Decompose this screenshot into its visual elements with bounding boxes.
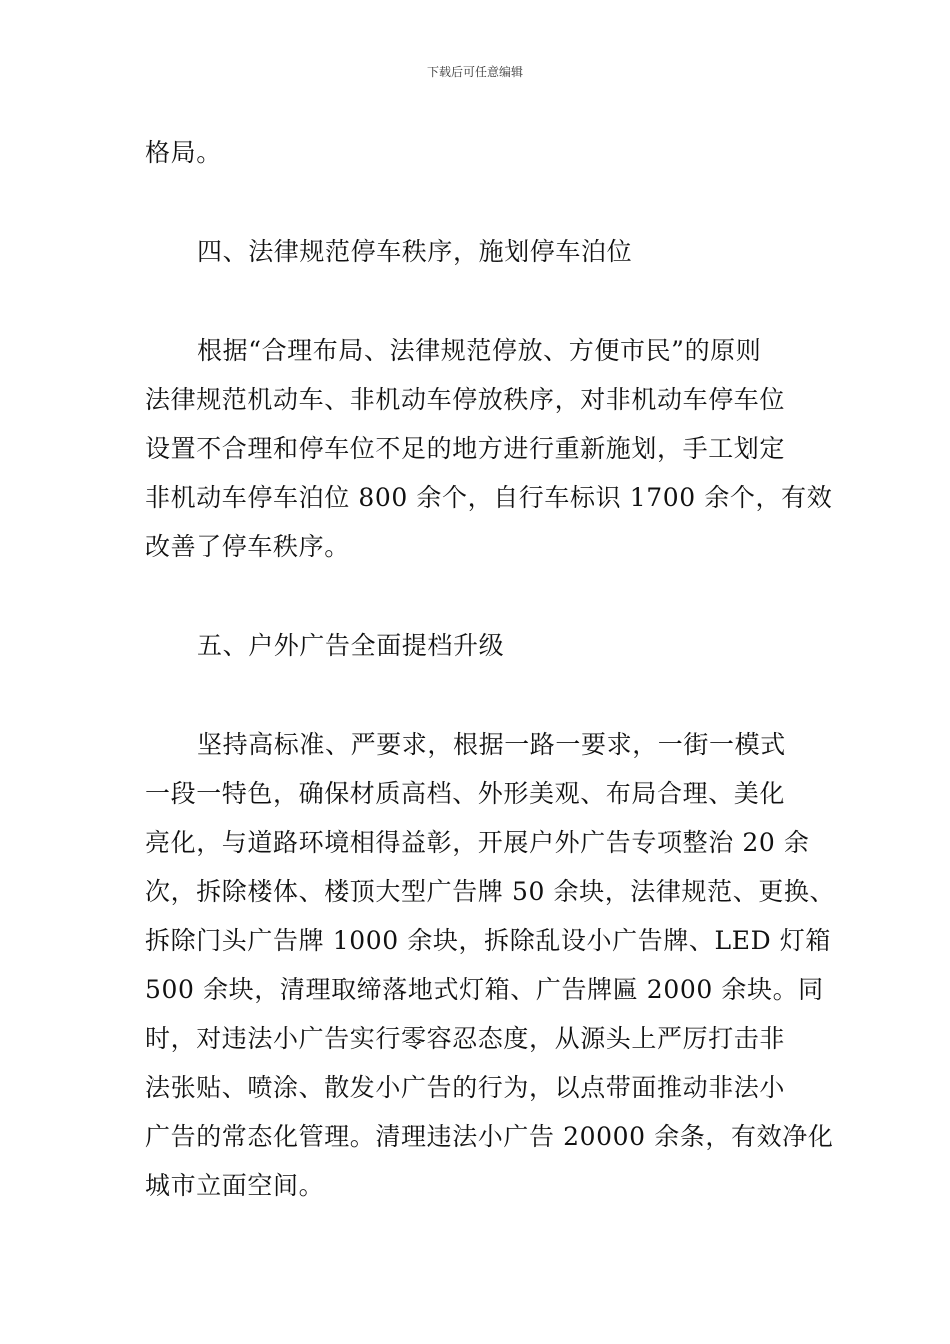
paragraph-gap: [145, 571, 815, 621]
paragraph-gap: [145, 276, 815, 326]
section-5-paragraph: [145, 720, 836, 1210]
paragraph-gap: [145, 177, 815, 227]
paragraph-gap: [145, 670, 815, 720]
paragraph-line: 非机动车停车泊位 800 余个，自行车标识 1700 余个，有效: [145, 483, 833, 512]
paragraph-line: 改善了停车秩序。: [145, 532, 350, 561]
paragraph-line: 城市立面空间。: [145, 1171, 325, 1200]
paragraph-line: 根据“合理布局、法律规范停放、方便市民”的原则: [197, 336, 762, 365]
paragraph-line: 时，对违法小广告实行零容忍态度，从源头上严厉打击非: [145, 1024, 786, 1053]
paragraph-line: 设置不合理和停车位不足的地方进行重新施划，手工划定: [145, 434, 786, 463]
section-5-heading: 五、户外广告全面提档升级: [197, 631, 505, 660]
paragraph-line: 广告的常态化管理。清理违法小广告 20000 余条，有效净化: [145, 1122, 834, 1151]
paragraph-line: 坚持高标准、严要求，根据一路一要求，一街一模式: [197, 730, 786, 759]
paragraph-line: 亮化，与道路环境相得益彰，开展户外广告专项整治 20 余: [145, 828, 810, 857]
document-body: [145, 128, 836, 1210]
paragraph-line: 拆除门头广告牌 1000 余块，拆除乱设小广告牌、LED 灯箱: [145, 926, 831, 955]
continuation-paragraph: 格局。: [145, 138, 222, 167]
paragraph-line: 法张贴、喷涂、散发小广告的行为，以点带面推动非法小: [145, 1073, 786, 1102]
paragraph-line: 法律规范机动车、非机动车停放秩序，对非机动车停车位: [145, 385, 786, 414]
section-4-paragraph: [145, 326, 833, 571]
paragraph-line: 一段一特色，确保材质高档、外形美观、布局合理、美化: [145, 779, 786, 808]
paragraph-line: 500 余块，清理取缔落地式灯箱、广告牌匾 2000 余块。同: [145, 975, 824, 1004]
paragraph-line: 次，拆除楼体、楼顶大型广告牌 50 余块，法律规范、更换、: [145, 877, 836, 906]
section-4-heading: 四、法律规范停车秩序，施划停车泊位: [197, 237, 633, 266]
page-header: 下载后可任意编辑: [426, 65, 523, 79]
